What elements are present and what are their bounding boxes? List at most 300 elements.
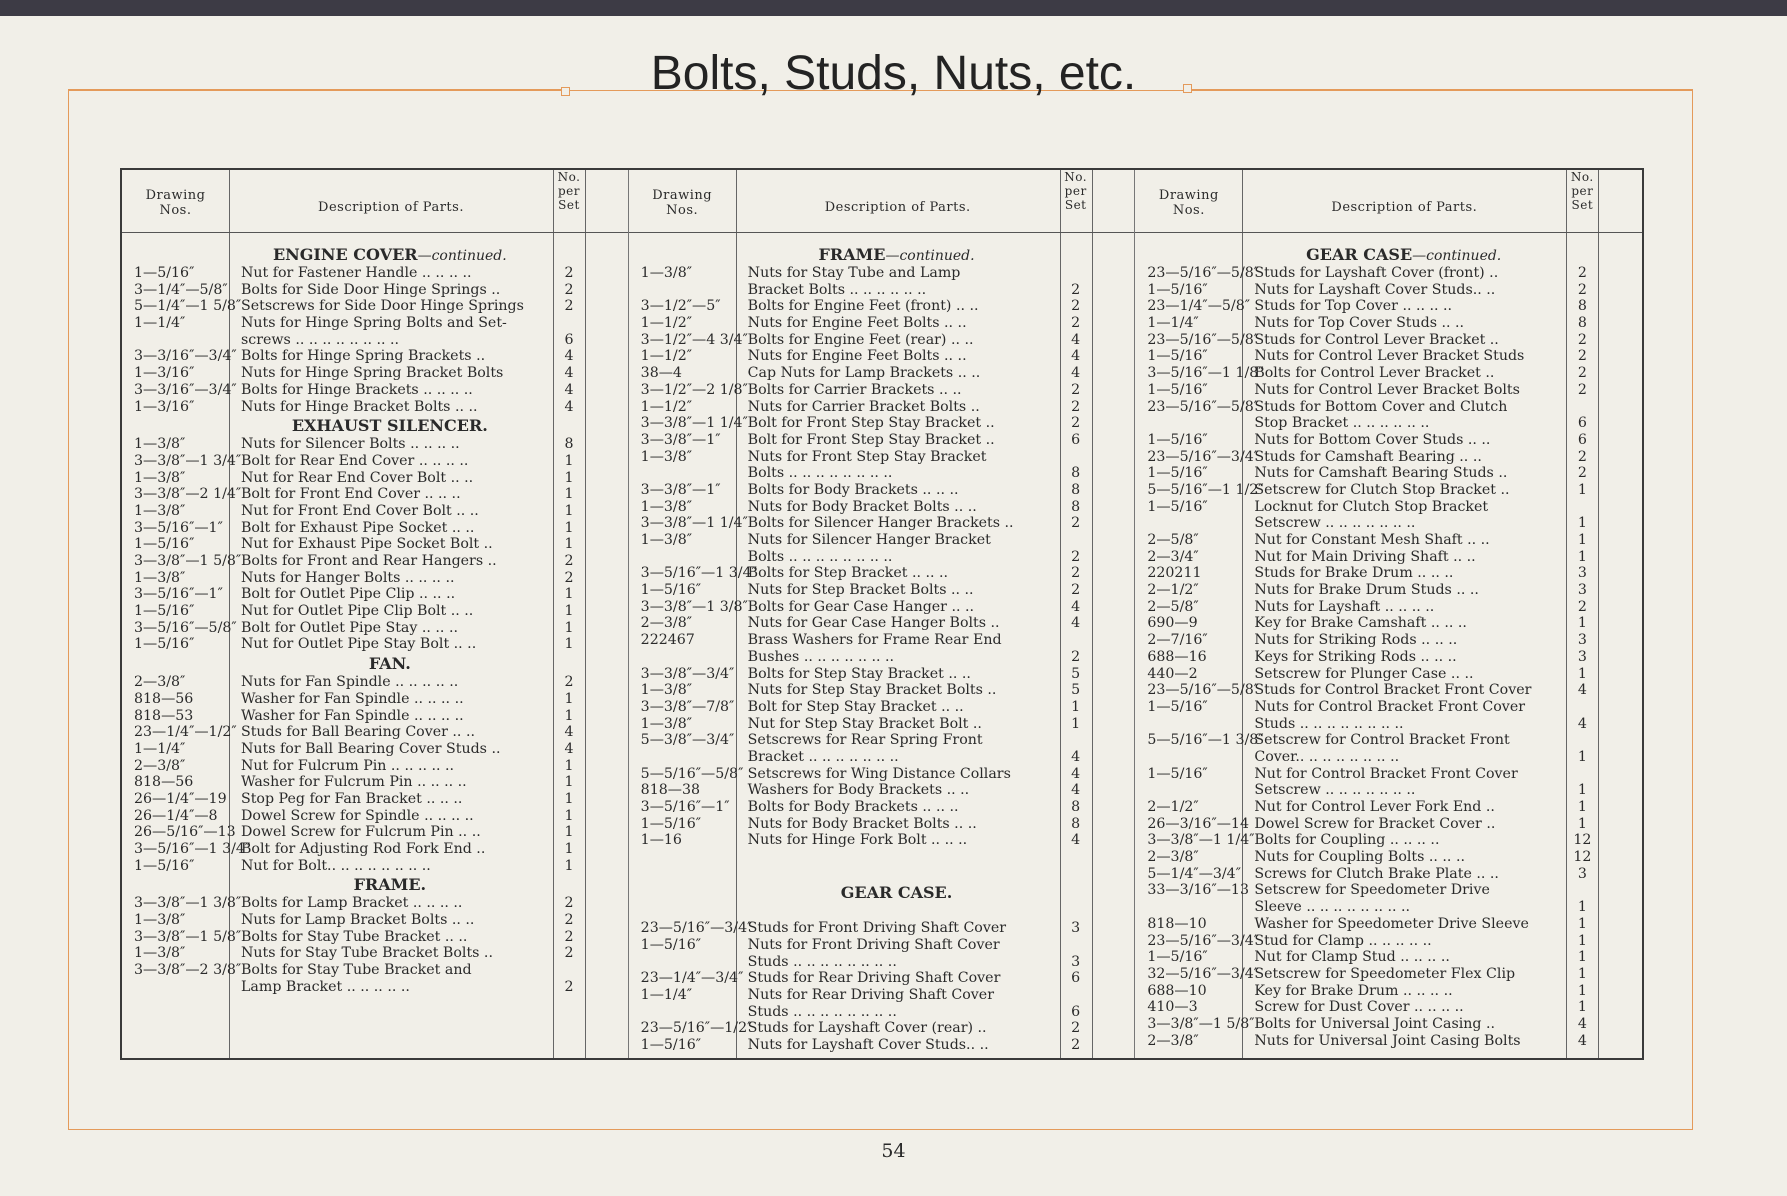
drawing-number: 5—1/4″—3/4″ bbox=[1147, 865, 1242, 882]
section-heading bbox=[122, 244, 628, 265]
part-description: Nuts for Engine Feet Bolts .. .. bbox=[747, 315, 967, 332]
quantity-per-set: 1 bbox=[564, 469, 574, 486]
quantity-per-set: 4 bbox=[1071, 782, 1081, 799]
drawing-number: 818—56 bbox=[134, 774, 194, 791]
table-row bbox=[122, 520, 628, 537]
quantity-per-set: 1 bbox=[564, 603, 574, 620]
drawing-number: 1—3/8″ bbox=[640, 265, 693, 281]
part-description: Nuts for Control Lever Bracket Bolts bbox=[1254, 381, 1520, 398]
drawing-number: 3—5/16″—1″ bbox=[134, 519, 223, 536]
quantity-per-set: 4 bbox=[1071, 348, 1081, 365]
table-row bbox=[629, 970, 1135, 987]
quantity-per-set: 5 bbox=[1071, 665, 1081, 682]
drawing-number: 3—5/16″—5/8″ bbox=[134, 619, 237, 636]
drawing-number: 220211 bbox=[1147, 565, 1202, 582]
part-description: Key for Brake Drum .. .. .. .. bbox=[1254, 982, 1453, 999]
table-row bbox=[1135, 482, 1642, 499]
part-description: Bolt for Front End Cover .. .. .. bbox=[241, 486, 461, 503]
part-description: Nut for Rear End Cover Bolt .. .. bbox=[241, 469, 474, 486]
quantity-per-set: 3 bbox=[1577, 565, 1587, 582]
quantity-per-set: 1 bbox=[1577, 999, 1587, 1016]
section-heading bbox=[122, 653, 628, 674]
part-description: Setscrews for Side Door Hinge Springs bbox=[241, 298, 524, 315]
part-description: Bolts for Body Brackets .. .. .. bbox=[747, 481, 959, 498]
table-row bbox=[122, 382, 628, 399]
part-description: Studs .. .. .. .. .. .. .. .. bbox=[747, 1003, 897, 1020]
table-row bbox=[1135, 399, 1642, 416]
part-description: Nuts for Layshaft Cover Studs.. .. bbox=[1254, 281, 1496, 298]
part-description: Nut for Fulcrum Pin .. .. .. .. .. bbox=[241, 757, 455, 774]
drawing-number: 688—16 bbox=[1147, 648, 1207, 665]
table-row bbox=[629, 716, 1135, 733]
quantity-per-set: 8 bbox=[1071, 815, 1081, 832]
part-description: Nuts for Gear Case Hanger Bolts .. bbox=[747, 615, 1000, 632]
drawing-number: 1—5/16″ bbox=[1147, 348, 1208, 365]
part-description: Bolts for Coupling .. .. .. .. bbox=[1254, 832, 1440, 849]
table-row bbox=[629, 298, 1135, 315]
drawing-number: 23—5/16″—3/4″ bbox=[640, 920, 753, 937]
table-row bbox=[629, 315, 1135, 332]
part-description: Nuts for Step Stay Bracket Bolts .. bbox=[747, 682, 997, 699]
header-drawing-line1: Drawing bbox=[1158, 188, 1219, 203]
part-description: Bolts .. .. .. .. .. .. .. .. bbox=[747, 548, 893, 565]
drawing-number: 3—3/8″—3/4″ bbox=[640, 665, 735, 682]
part-description: Bolt for Exhaust Pipe Socket .. .. bbox=[241, 519, 475, 536]
part-description: Cover.. .. .. .. .. .. .. .. bbox=[1254, 748, 1400, 765]
quantity-per-set: 4 bbox=[1071, 765, 1081, 782]
table-row bbox=[629, 399, 1135, 416]
part-description: Nuts for Top Cover Studs .. .. bbox=[1254, 315, 1465, 332]
header-drawing-nos bbox=[629, 188, 736, 218]
part-description: Nut for Fastener Handle .. .. .. .. bbox=[241, 265, 472, 281]
quantity-per-set: 1 bbox=[1577, 915, 1587, 932]
drawing-number: 3—3/8″—1 3/8″ bbox=[640, 598, 748, 615]
page-title: Bolts, Studs, Nuts, etc. bbox=[650, 47, 1137, 100]
drawing-number: 1—5/16″ bbox=[640, 582, 702, 599]
table-row bbox=[1135, 966, 1642, 983]
part-description: Keys for Striking Rods .. .. .. bbox=[1254, 648, 1457, 665]
drawing-number: 1—3/8″ bbox=[134, 436, 186, 453]
drawing-number: 3—3/8″—1 3/4″ bbox=[134, 452, 242, 469]
table-row bbox=[122, 453, 628, 470]
part-description: Nut for Clamp Stud .. .. .. .. bbox=[1254, 949, 1450, 966]
table-row bbox=[629, 348, 1135, 365]
table-row bbox=[122, 895, 628, 912]
part-description: Bolts for Silencer Hanger Brackets .. bbox=[747, 515, 1014, 532]
table-row bbox=[629, 282, 1135, 299]
header-drawing-line2: Nos. bbox=[159, 203, 192, 218]
drawing-number: 3—5/16″—1 3/4″ bbox=[134, 841, 251, 857]
drawing-number: 690—9 bbox=[1147, 615, 1198, 632]
section-title: GEAR CASE. bbox=[840, 883, 953, 903]
part-description: Nuts for Fan Spindle .. .. .. .. .. bbox=[241, 674, 459, 691]
drawing-number: 1—3/16″ bbox=[134, 365, 195, 382]
part-description: Nuts for Striking Rods .. .. .. bbox=[1254, 632, 1458, 649]
table-row bbox=[122, 636, 628, 653]
quantity-per-set: 4 bbox=[564, 740, 574, 757]
table-row bbox=[1135, 832, 1642, 849]
part-description: Studs for Layshaft Cover (front) .. bbox=[1254, 265, 1499, 281]
drawing-number: 23—1/4″—5/8″ bbox=[1147, 298, 1251, 315]
table-row bbox=[629, 499, 1135, 516]
quantity-per-set: 8 bbox=[564, 436, 574, 453]
table-row bbox=[629, 749, 1135, 766]
table-header bbox=[629, 170, 1135, 233]
part-description: Dowel Screw for Bracket Cover .. bbox=[1254, 815, 1496, 832]
part-description: Bolts for Hinge Spring Brackets .. bbox=[241, 348, 486, 365]
table-row bbox=[629, 649, 1135, 666]
header-no-line3: Set bbox=[558, 198, 580, 212]
part-description: Studs for Front Driving Shaft Cover bbox=[747, 920, 1007, 937]
part-description: Stud for Clamp .. .. .. .. .. bbox=[1254, 932, 1432, 949]
quantity-per-set: 2 bbox=[1577, 598, 1587, 615]
quantity-per-set: 1 bbox=[1577, 615, 1587, 632]
part-description: Bolts for Step Bracket .. .. .. bbox=[747, 565, 949, 582]
part-description: Sleeve .. .. .. .. .. .. .. .. bbox=[1254, 899, 1411, 916]
drawing-number: 818—53 bbox=[134, 707, 194, 724]
table-row bbox=[629, 799, 1135, 816]
part-description: Bracket .. .. .. .. .. .. .. bbox=[747, 748, 899, 765]
part-description: Bolts for Side Door Hinge Springs .. bbox=[241, 281, 501, 298]
part-description: Nuts for Silencer Bolts .. .. .. .. bbox=[241, 436, 460, 453]
table-row bbox=[1135, 565, 1642, 582]
page-number: 54 bbox=[881, 1140, 906, 1162]
table-row bbox=[629, 682, 1135, 699]
quantity-per-set: 3 bbox=[1577, 582, 1587, 599]
part-description: Nuts for Lamp Bracket Bolts .. .. bbox=[241, 912, 475, 929]
quantity-per-set: 1 bbox=[1577, 899, 1587, 916]
header-drawing-nos bbox=[122, 188, 229, 218]
quantity-per-set: 2 bbox=[1577, 365, 1587, 382]
section-title: FAN. bbox=[368, 654, 411, 674]
quantity-per-set: 4 bbox=[1071, 832, 1081, 849]
drawing-number: 23—1/4″—1/2″ bbox=[134, 724, 237, 741]
part-description: Bolt for Outlet Pipe Clip .. .. .. bbox=[241, 586, 456, 603]
table-row bbox=[122, 348, 628, 365]
part-description: Nuts for Universal Joint Casing Bolts bbox=[1254, 1032, 1521, 1049]
part-description: Bolts .. .. .. .. .. .. .. .. bbox=[747, 465, 893, 482]
quantity-per-set: 1 bbox=[564, 486, 574, 503]
table-row bbox=[1135, 265, 1642, 282]
part-description: Cap Nuts for Lamp Brackets .. .. bbox=[747, 365, 981, 382]
drawing-number: 818—38 bbox=[640, 782, 700, 799]
table-row bbox=[1135, 999, 1642, 1016]
quantity-per-set: 8 bbox=[1577, 315, 1587, 332]
quantity-per-set: 1 bbox=[1577, 665, 1587, 682]
drawing-number: 3—1/2″—2 1/8″ bbox=[640, 381, 748, 398]
table-row bbox=[122, 282, 628, 299]
table-row bbox=[1135, 816, 1642, 833]
table-row bbox=[1135, 382, 1642, 399]
part-description: Nut for Front End Cover Bolt .. .. bbox=[241, 502, 479, 519]
drawing-number: 1—3/8″ bbox=[640, 532, 693, 548]
drawing-number: 1—1/2″ bbox=[640, 398, 693, 415]
part-description: Nut for Control Lever Fork End .. bbox=[1254, 799, 1495, 815]
table-row bbox=[1135, 465, 1642, 482]
drawing-number: 1—5/16″ bbox=[134, 636, 195, 653]
part-description: Bolts for Carrier Brackets .. .. bbox=[747, 381, 962, 398]
part-description: Setscrew for Plunger Case .. .. bbox=[1254, 665, 1474, 682]
drawing-number: 1—5/16″ bbox=[1147, 949, 1208, 966]
header-no-line2: per bbox=[557, 184, 581, 198]
quantity-per-set: 1 bbox=[564, 619, 574, 636]
table-row bbox=[1135, 682, 1642, 699]
table-row bbox=[122, 808, 628, 825]
part-description: Bracket Bolts .. .. .. .. .. .. bbox=[747, 281, 927, 298]
drawing-number: 1—1/4″ bbox=[640, 986, 693, 1003]
table-row bbox=[629, 1020, 1135, 1037]
quantity-per-set: 1 bbox=[1577, 532, 1587, 548]
table-row bbox=[122, 979, 628, 996]
quantity-per-set: 2 bbox=[1577, 348, 1587, 365]
header-no-per-set bbox=[1060, 170, 1092, 212]
table-row bbox=[1135, 799, 1642, 816]
part-description: Nuts for Front Driving Shaft Cover bbox=[747, 936, 1000, 953]
part-description: Nuts for Camshaft Bearing Studs .. bbox=[1254, 465, 1508, 482]
quantity-per-set: 1 bbox=[564, 841, 574, 857]
quantity-per-set: 1 bbox=[564, 452, 574, 469]
header-no-line1: No. bbox=[1064, 170, 1088, 184]
drawing-number: 1—5/16″ bbox=[134, 857, 195, 874]
quantity-per-set: 2 bbox=[564, 298, 574, 315]
table-row bbox=[122, 503, 628, 520]
table-row bbox=[1135, 749, 1642, 766]
header-no-line1: No. bbox=[1570, 170, 1594, 184]
quantity-per-set: 1 bbox=[1577, 815, 1587, 832]
part-description: Nuts for Carrier Bracket Bolts .. bbox=[747, 398, 980, 415]
drawing-number: 1—5/16″ bbox=[1147, 698, 1208, 715]
drawing-number: 1—5/16″ bbox=[1147, 498, 1208, 515]
drawing-number: 3—3/8″—1 1/4″ bbox=[640, 415, 748, 432]
drawing-number: 23—5/16″—5/8″ bbox=[1147, 682, 1260, 699]
quantity-per-set: 2 bbox=[1577, 381, 1587, 398]
table-row bbox=[122, 929, 628, 946]
quantity-per-set: 1 bbox=[1577, 782, 1587, 799]
table-row bbox=[1135, 449, 1642, 466]
table-row bbox=[122, 536, 628, 553]
table-row bbox=[122, 470, 628, 487]
part-description: screws .. .. .. .. .. .. .. .. bbox=[241, 331, 400, 348]
table-row bbox=[629, 515, 1135, 532]
quantity-per-set: 1 bbox=[564, 502, 574, 519]
parts-panel-3 bbox=[1135, 170, 1642, 1058]
table-row bbox=[122, 858, 628, 875]
quantity-per-set: 1 bbox=[1071, 698, 1081, 715]
quantity-per-set: 2 bbox=[1071, 415, 1081, 432]
table-row bbox=[629, 632, 1135, 649]
part-description: Lamp Bracket .. .. .. .. .. bbox=[241, 978, 410, 995]
table-row bbox=[1135, 933, 1642, 950]
part-description: Brass Washers for Frame Rear End bbox=[747, 632, 1002, 649]
drawing-number: 3—3/8″—1 5/8″ bbox=[1147, 1015, 1255, 1032]
part-description: Nut for Control Bracket Front Cover bbox=[1254, 765, 1518, 782]
table-row bbox=[1135, 499, 1642, 516]
table-row bbox=[122, 674, 628, 691]
quantity-per-set: 6 bbox=[1577, 415, 1587, 432]
quantity-per-set: 1 bbox=[564, 857, 574, 874]
quantity-per-set: 2 bbox=[1071, 281, 1081, 298]
part-description: Stop Peg for Fan Bracket .. .. .. bbox=[241, 790, 463, 807]
part-description: Nuts for Body Bracket Bolts .. .. bbox=[747, 815, 977, 832]
quantity-per-set: 6 bbox=[1071, 1003, 1081, 1020]
table-row bbox=[1135, 315, 1642, 332]
header-drawing-line2: Nos. bbox=[1172, 203, 1205, 218]
drawing-number: 3—5/16″—1 3/4″ bbox=[640, 565, 757, 582]
drawing-number: 3—3/16″—3/4″ bbox=[134, 348, 237, 365]
part-description: Studs for Ball Bearing Cover .. .. bbox=[241, 724, 475, 741]
table-row bbox=[629, 465, 1135, 482]
part-description: Nuts for Layshaft Cover Studs.. .. bbox=[747, 1036, 989, 1053]
table-row bbox=[629, 382, 1135, 399]
quantity-per-set: 5 bbox=[1071, 682, 1081, 699]
quantity-per-set: 1 bbox=[564, 707, 574, 724]
drawing-number: 3—3/8″—2 1/4″ bbox=[134, 486, 242, 503]
table-row bbox=[629, 782, 1135, 799]
header-description: Description of Parts. bbox=[824, 200, 971, 215]
quantity-per-set: 1 bbox=[564, 586, 574, 603]
drawing-number: 23—5/16″—3/4″ bbox=[1147, 932, 1260, 949]
table-row bbox=[122, 945, 628, 962]
table-row bbox=[1135, 983, 1642, 1000]
drawing-number: 1—5/16″ bbox=[134, 265, 195, 281]
part-description: Nuts for Silencer Hanger Bracket bbox=[747, 532, 991, 548]
part-description: Nuts for Body Bracket Bolts .. .. bbox=[747, 498, 977, 515]
quantity-per-set: 2 bbox=[1071, 398, 1081, 415]
drawing-number: 2—3/8″ bbox=[1147, 849, 1199, 866]
table-row bbox=[1135, 515, 1642, 532]
quantity-per-set: 3 bbox=[1071, 920, 1081, 937]
drawing-number: 1—16 bbox=[640, 832, 682, 849]
part-description: Studs for Bottom Cover and Clutch bbox=[1254, 398, 1508, 415]
drawing-number: 1—3/8″ bbox=[640, 448, 693, 465]
section-title: FRAME. bbox=[353, 875, 427, 895]
header-description: Description of Parts. bbox=[318, 200, 464, 215]
part-description: Nuts for Control Lever Bracket Studs bbox=[1254, 348, 1525, 365]
drawing-number: 23—5/16″—3/4″ bbox=[1147, 448, 1260, 465]
table-row bbox=[122, 824, 628, 841]
table-row bbox=[629, 582, 1135, 599]
table-row bbox=[1135, 332, 1642, 349]
part-description: Nuts for Hinge Spring Bolts and Set- bbox=[241, 315, 507, 332]
quantity-per-set: 1 bbox=[1577, 982, 1587, 999]
drawing-number: 1—5/16″ bbox=[1147, 465, 1208, 482]
table-row bbox=[629, 532, 1135, 549]
drawing-number: 3—3/8″—1″ bbox=[640, 481, 721, 498]
drawing-number: 1—5/16″ bbox=[134, 603, 195, 620]
quantity-per-set: 2 bbox=[1577, 265, 1587, 281]
table-row bbox=[122, 365, 628, 382]
quantity-per-set: 6 bbox=[1577, 431, 1587, 448]
section-continued: —continued. bbox=[1412, 248, 1502, 264]
part-description: Bolts for Front and Rear Hangers .. bbox=[241, 553, 497, 569]
table-row bbox=[629, 365, 1135, 382]
header-no-line2: per bbox=[1064, 184, 1087, 198]
table-row bbox=[1135, 549, 1642, 566]
quantity-per-set: 4 bbox=[564, 348, 574, 365]
quantity-per-set: 3 bbox=[1071, 953, 1081, 970]
quantity-per-set: 2 bbox=[1577, 465, 1587, 482]
table-row bbox=[122, 620, 628, 637]
part-description: Nuts for Coupling Bolts .. .. .. bbox=[1254, 849, 1465, 866]
drawing-number: 3—3/8″—1 1/4″ bbox=[1147, 832, 1255, 849]
drawing-number: 2—1/2″ bbox=[1147, 799, 1199, 815]
part-description: Setscrews for Wing Distance Collars bbox=[747, 765, 1011, 782]
quantity-per-set: 4 bbox=[1577, 715, 1587, 732]
table-row bbox=[629, 766, 1135, 783]
quantity-per-set: 4 bbox=[1577, 682, 1587, 699]
part-description: Locknut for Clutch Stop Bracket bbox=[1254, 498, 1489, 515]
table-row bbox=[629, 615, 1135, 632]
table-row bbox=[1135, 582, 1642, 599]
part-description: Bolts for Gear Case Hanger .. .. bbox=[747, 598, 975, 615]
drawing-number: 23—5/16″—1/2″ bbox=[640, 1020, 753, 1037]
table-row bbox=[1135, 716, 1642, 733]
part-description: Nuts for Front Step Stay Bracket bbox=[747, 448, 987, 465]
quantity-per-set: 1 bbox=[1577, 515, 1587, 532]
table-row bbox=[1135, 866, 1642, 883]
drawing-number: 1—1/4″ bbox=[134, 315, 186, 332]
table-row bbox=[629, 565, 1135, 582]
part-description: Setscrew for Control Bracket Front bbox=[1254, 732, 1510, 749]
drawing-number: 3—5/16″—1″ bbox=[134, 586, 223, 603]
table-row bbox=[1135, 666, 1642, 683]
quantity-per-set: 6 bbox=[564, 331, 574, 348]
table-row bbox=[629, 1037, 1135, 1054]
drawing-number: 2—1/2″ bbox=[1147, 582, 1199, 599]
table-row bbox=[122, 436, 628, 453]
table-row bbox=[1135, 632, 1642, 649]
part-description: Nuts for Hinge Fork Bolt .. .. .. bbox=[747, 832, 968, 849]
table-row bbox=[629, 937, 1135, 954]
spacer bbox=[629, 866, 1135, 883]
table-row bbox=[629, 415, 1135, 432]
table-row bbox=[122, 315, 628, 332]
part-description: Washer for Fan Spindle .. .. .. .. bbox=[241, 707, 464, 724]
drawing-number: 3—3/8″—1″ bbox=[640, 431, 721, 448]
quantity-per-set: 2 bbox=[564, 945, 574, 962]
table-row bbox=[122, 691, 628, 708]
table-row bbox=[1135, 432, 1642, 449]
drawing-number: 1—3/8″ bbox=[134, 469, 186, 486]
table-row bbox=[1135, 298, 1642, 315]
drawing-number: 222467 bbox=[640, 632, 695, 649]
table-row bbox=[1135, 849, 1642, 866]
drawing-number: 2—3/8″ bbox=[134, 674, 186, 691]
drawing-number: 2—7/16″ bbox=[1147, 632, 1208, 649]
quantity-per-set: 4 bbox=[1071, 598, 1081, 615]
part-description: Bolts for Engine Feet (front) .. .. bbox=[747, 298, 979, 315]
drawing-number: 33—3/16″—13 bbox=[1147, 882, 1249, 899]
drawing-number: 26—3/16″—14 bbox=[1147, 815, 1249, 832]
section-continued: —continued. bbox=[885, 248, 975, 264]
drawing-number: 1—3/8″ bbox=[640, 682, 693, 699]
part-description: Studs for Control Lever Bracket .. bbox=[1254, 331, 1499, 348]
section-heading bbox=[629, 882, 1135, 903]
table-row bbox=[122, 774, 628, 791]
drawing-number: 1—3/8″ bbox=[134, 912, 186, 929]
quantity-per-set: 2 bbox=[1071, 381, 1081, 398]
section-heading bbox=[122, 415, 628, 436]
section-title: ENGINE COVER bbox=[272, 245, 418, 264]
table-row bbox=[629, 732, 1135, 749]
table-row bbox=[122, 841, 628, 858]
table-row bbox=[1135, 599, 1642, 616]
part-description: Studs .. .. .. .. .. .. .. .. bbox=[1254, 715, 1404, 732]
part-description: Nuts for Rear Driving Shaft Cover bbox=[747, 986, 994, 1003]
drawing-number: 5—5/16″—1 3/8″ bbox=[1147, 732, 1264, 749]
table-row bbox=[122, 758, 628, 775]
quantity-per-set: 1 bbox=[564, 536, 574, 553]
